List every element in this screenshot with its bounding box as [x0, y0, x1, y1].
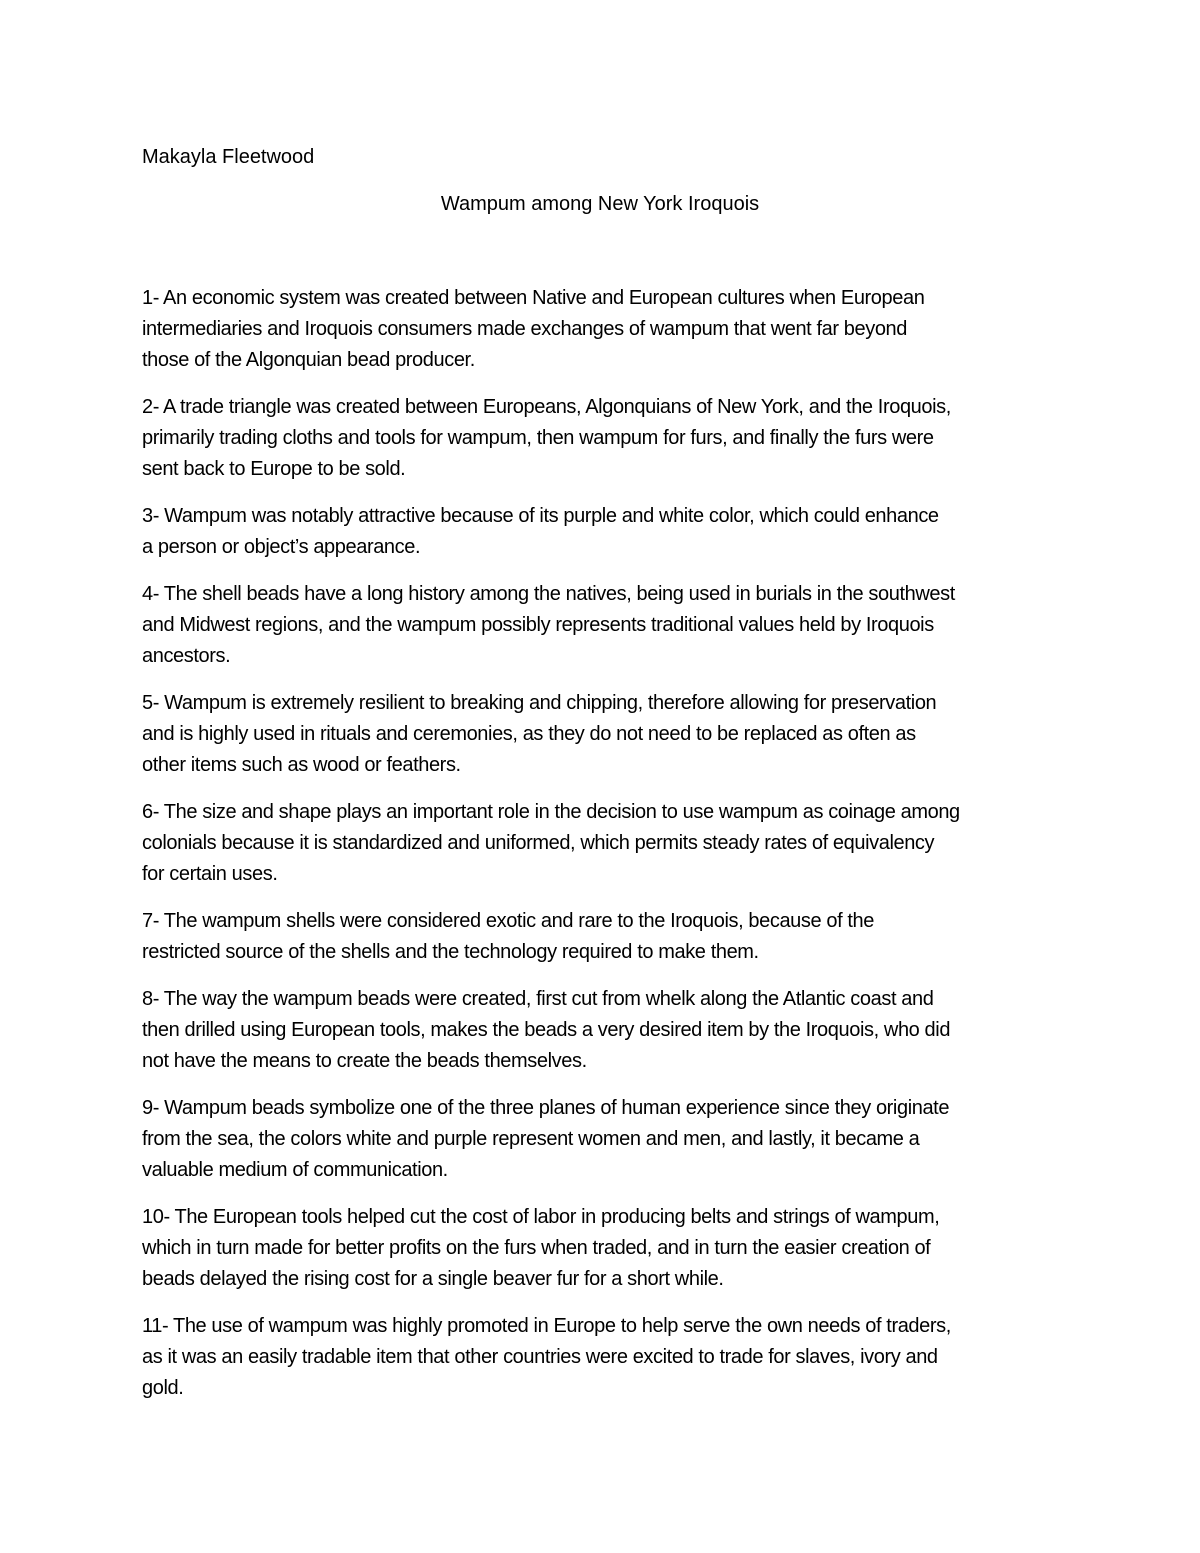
paragraph-line: valuable medium of communication. — [142, 1159, 448, 1181]
author-name: Makayla Fleetwood — [142, 146, 315, 168]
paragraph-line: and Midwest regions, and the wampum possibly represents traditional values held by Iroquois — [142, 614, 934, 636]
paragraph-line: from the sea, the colors white and purple represent women and men, and lastly, it became a — [142, 1128, 920, 1150]
paragraph-line: 1- An economic system was created between Native and European cultures when European — [142, 287, 925, 309]
paragraph-9 — [142, 1093, 1062, 1186]
paragraph-6 — [142, 797, 1062, 890]
paragraph-line: which in turn made for better profits on the furs when traded, and in turn the easier creation of — [142, 1237, 931, 1259]
paragraph-4 — [142, 579, 1062, 672]
paragraph-line: intermediaries and Iroquois consumers made exchanges of wampum that went far beyond — [142, 318, 908, 340]
paragraph-10 — [142, 1202, 1062, 1295]
paragraph-line: beads delayed the rising cost for a single beaver fur for a short while. — [142, 1268, 724, 1290]
document-title: Wampum among New York Iroquois — [440, 193, 760, 215]
paragraph-line: 2- A trade triangle was created between Europeans, Algonquians of New York, and the Iroquois, — [142, 396, 951, 418]
paragraph-line: 5- Wampum is extremely resilient to breaking and chipping, therefore allowing for preservation — [142, 692, 937, 714]
paragraph-line: 7- The wampum shells were considered exotic and rare to the Iroquois, because of the — [142, 910, 875, 932]
paragraph-8 — [142, 984, 1062, 1077]
paragraph-line: 6- The size and shape plays an important role in the decision to use wampum as coinage among — [142, 801, 960, 823]
paragraph-1 — [142, 283, 1062, 376]
paragraph-line: colonials because it is standardized and uniformed, which permits steady rates of equivalency — [142, 832, 935, 854]
paragraph-line: gold. — [142, 1377, 184, 1399]
paragraph-line: as it was an easily tradable item that other countries were excited to trade for slaves, ivory and — [142, 1346, 938, 1368]
paragraph-line: 8- The way the wampum beads were created, first cut from whelk along the Atlantic coast and — [142, 988, 934, 1010]
paragraph-line: for certain uses. — [142, 863, 278, 885]
paragraph-line: 4- The shell beads have a long history among the natives, being used in burials in the southwest — [142, 583, 955, 605]
paragraph-5 — [142, 688, 1062, 781]
paragraph-line: 11- The use of wampum was highly promoted in Europe to help serve the own needs of traders, — [142, 1315, 951, 1337]
paragraph-2 — [142, 392, 1062, 485]
paragraph-line: and is highly used in rituals and ceremonies, as they do not need to be replaced as often as — [142, 723, 916, 745]
paragraph-line: sent back to Europe to be sold. — [142, 458, 406, 480]
paragraph-line: ancestors. — [142, 645, 231, 667]
paragraph-3 — [142, 501, 1062, 563]
paragraph-line: a person or object’s appearance. — [142, 536, 421, 558]
paragraph-11 — [142, 1311, 1062, 1404]
paragraph-line: primarily trading cloths and tools for wampum, then wampum for furs, and finally the furs were — [142, 427, 934, 449]
paragraph-line: then drilled using European tools, makes the beads a very desired item by the Iroquois, who did — [142, 1019, 951, 1041]
document-body — [142, 283, 1062, 1420]
paragraph-line: other items such as wood or feathers. — [142, 754, 461, 776]
paragraph-line: not have the means to create the beads themselves. — [142, 1050, 587, 1072]
paragraph-line: 10- The European tools helped cut the cost of labor in producing belts and strings of wampum, — [142, 1206, 940, 1228]
paragraph-line: 3- Wampum was notably attractive because of its purple and white color, which could enhance — [142, 505, 939, 527]
paragraph-line: 9- Wampum beads symbolize one of the three planes of human experience since they originate — [142, 1097, 950, 1119]
paragraph-line: those of the Algonquian bead producer. — [142, 349, 475, 371]
paragraph-line: restricted source of the shells and the technology required to make them. — [142, 941, 759, 963]
paragraph-7 — [142, 906, 1062, 968]
